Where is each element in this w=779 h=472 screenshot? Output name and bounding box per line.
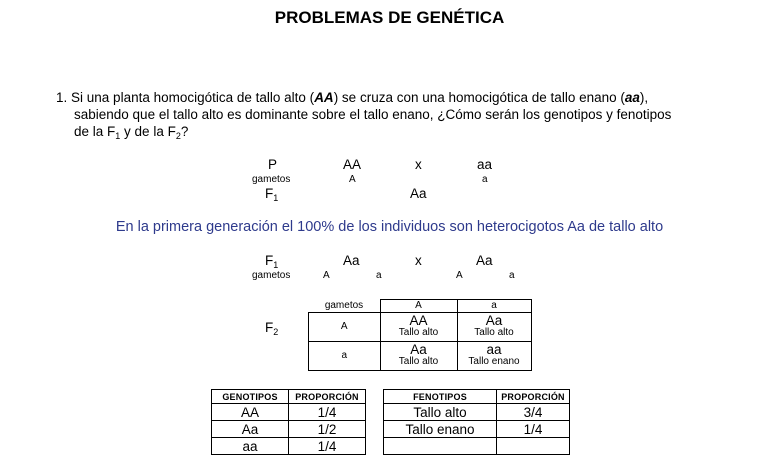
subscript: 1 [273,193,279,203]
cell-genotype: AA [409,313,428,328]
p-label: P [268,157,278,172]
punnett-row-header: A [309,313,381,342]
conclusion-text: En la primera generación el 100% de los individuos son heterocigotos Aa de tallo alto [115,219,664,235]
cross-symbol: x [415,157,422,172]
gametos-label: gametos [252,270,291,281]
cell-genotype: Aa [410,342,427,357]
parent2-genotype: Aa [476,253,493,268]
table-cell: Tallo enano [384,421,497,438]
punnett-cell [380,342,457,371]
table-cell [384,438,497,455]
table-cell: 1/4 [289,438,366,455]
gamete: A [456,270,463,281]
punnett-square [308,299,532,371]
table-cell: 1/4 [497,421,570,438]
phenotypes-table [383,389,570,455]
table-cell: Aa [212,421,289,438]
gametos-label: gametos [252,174,291,185]
f1-letter: F [265,186,274,201]
table-header: PROPORCIÓN [497,390,570,404]
genotype-bold: aa [624,90,640,105]
punnett-row-header: a [309,342,381,371]
table-header: PROPORCIÓN [289,390,366,404]
punnett-col-header: a [457,300,531,313]
subscript: 1 [115,131,121,141]
table-cell: 1/4 [289,404,366,421]
parent2-genotype: aa [477,157,493,172]
cell-genotype: Aa [485,313,503,328]
offspring-genotype: Aa [410,186,427,201]
parent1-genotype: Aa [343,253,360,268]
table-cell: Tallo alto [384,404,497,421]
problem-text: ? [180,124,189,139]
table-cell: 1/2 [289,421,366,438]
problem-text: sabiendo que el tallo alto es dominante sobre el tallo enano, ¿Cómo serán los genotipos y fenotipos [74,107,672,122]
page-title: PROBLEMAS DE GENÉTICA [274,8,505,27]
punnett-cell [457,313,531,342]
f2-label [265,320,278,337]
subscript: 2 [175,131,181,141]
cell-phenotype: Tallo alto [474,327,514,338]
problem-statement [56,89,671,145]
gamete: A [349,174,356,185]
f1-letter: F [265,253,274,268]
problem-text [56,123,671,145]
problem-text: de la F [74,124,116,139]
table-cell: 3/4 [497,404,570,421]
f1-label [265,186,278,203]
problem-text: ), [639,90,649,105]
punnett-cell [457,342,531,371]
table-cell [497,438,570,455]
problem-number: 1. [56,90,68,105]
cell-phenotype: Tallo enano [468,356,520,367]
table-cell: aa [212,438,289,455]
genotype-bold: AA [314,90,334,105]
subscript: 2 [273,327,279,337]
parent1-genotype: AA [343,157,362,172]
gamete: a [482,174,488,185]
f1-label [265,253,278,270]
problem-text: Si una planta homocigótica de tallo alto ( [71,90,315,105]
genotypes-table [211,389,366,455]
cell-phenotype: Tallo alto [398,356,439,367]
table-header: FENOTIPOS [384,390,497,404]
subscript: 1 [273,260,279,270]
gamete: a [509,270,515,281]
table-cell: AA [212,404,289,421]
problem-text: ) se cruza con una homocigótica de tallo enano ( [333,90,625,105]
cell-phenotype: Tallo alto [398,327,439,338]
gamete: A [323,270,330,281]
punnett-col-header: A [380,300,457,313]
punnett-cell [380,313,457,342]
punnett-corner: gametos [324,299,364,311]
gamete: a [376,270,382,281]
cross-symbol: x [415,253,422,268]
table-header: GENOTIPOS [212,390,289,404]
problem-text: y de la F [120,124,176,139]
f2-letter: F [265,320,274,335]
cell-genotype: aa [486,342,502,357]
